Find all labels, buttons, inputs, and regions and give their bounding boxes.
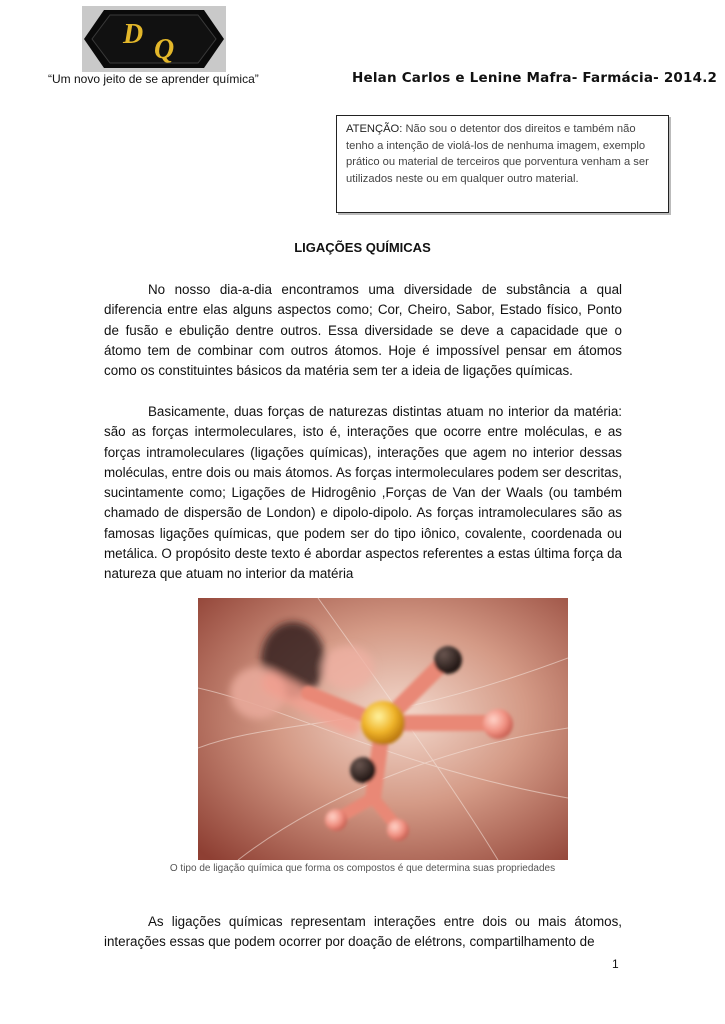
article-title: LIGAÇÕES QUÍMICAS — [294, 240, 431, 255]
molecule-illustration — [198, 598, 568, 860]
notice-label: ATENÇÃO: — [346, 123, 403, 135]
copyright-notice-box — [336, 115, 669, 213]
svg-text:Q: Q — [154, 34, 175, 65]
dq-logo — [82, 6, 226, 72]
authors-heading: Helan Carlos e Lenine Mafra- Farmácia- 2014.2 — [352, 70, 718, 86]
svg-text:D: D — [123, 19, 144, 50]
notice-text: Não sou o detentor dos direitos e também não tenho a intenção de violá-los de nenhuma imagem, exemplo prático ou material de terceiros que porventura venham a ser utilizados neste ou em qualquer outro material. — [346, 123, 649, 185]
motto-text: “Um novo jeito de se aprender química” — [48, 72, 259, 86]
paragraph-2: Basicamente, duas forças de naturezas distintas atuam no interior da matéria: são as forças intermoleculares, isto é, interações que ocorre entre moléculas, e as forças intramoleculares (ligações químicas), interações que agem no interior dessas moléculas, entre dois ou mais átomos. As forças intermoleculares podem ser descritas, sucintamente como; Ligações de Hidrogênio ,Forças de Van der Waals (ou também chamado de dispersão de London) e dipolo-dipolo. As forças intramoleculares são as famosas ligações químicas, que podem ser do tipo iônico, covalente, coordenada ou metálica. O propósito deste texto é abordar aspectos referentes a estas última força da natureza que atuam no interior da matéria — [104, 404, 622, 582]
paragraph-3: As ligações químicas representam interações entre dois ou mais átomos, interações essas que podem ocorrer por doação de elétrons, compartilhamento de — [104, 914, 622, 950]
figure-caption: O tipo de ligação química que forma os compostos é que determina suas propriedades — [169, 863, 556, 874]
paragraph-1: No nosso dia-a-dia encontramos uma diversidade de substância a qual diferencia entre elas alguns aspectos como; Cor, Cheiro, Sabor, Estado físico, Ponto de fusão e ebulição dentre outros. Essa diversidade se deve a capacidade que o átomo tem de combinar com outros átomos. Hoje é impossível pensar em átomos como os constituintes básicos da matéria sem ter a ideia de ligações químicas. — [104, 282, 622, 379]
page-number: 1 — [612, 957, 619, 971]
